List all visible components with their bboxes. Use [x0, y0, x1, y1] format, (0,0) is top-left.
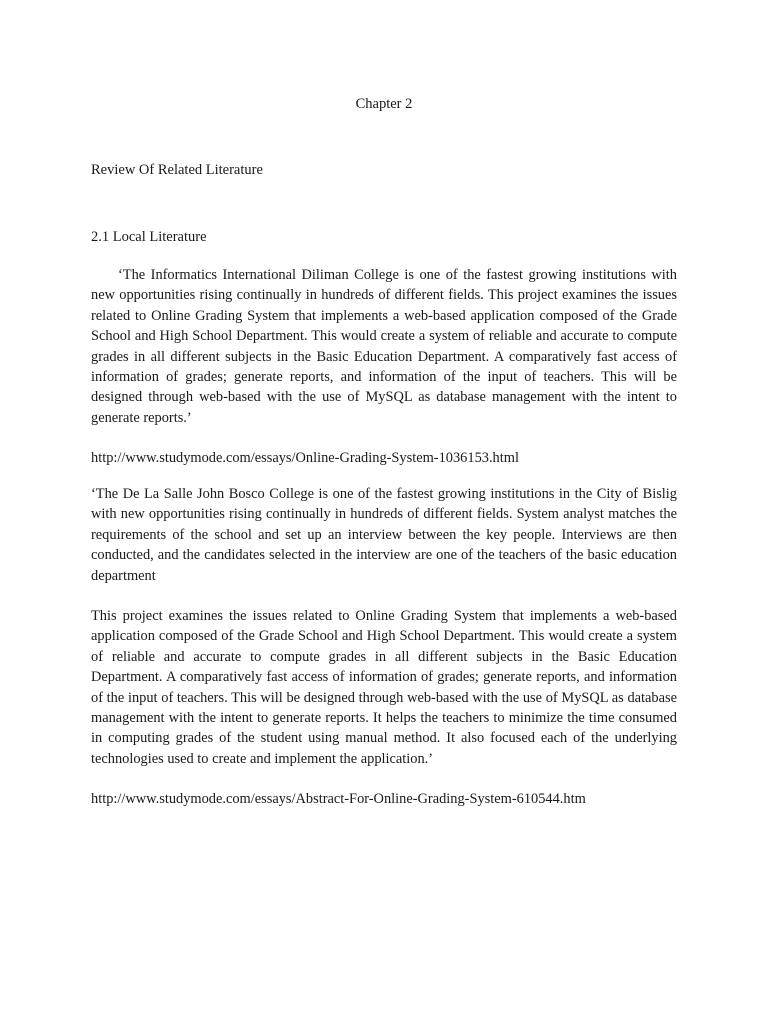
section-heading: 2.1 Local Literature — [91, 229, 207, 245]
reference-url: http://www.studymode.com/essays/Online-Grading-System-1036153.html — [91, 450, 519, 466]
chapter-heading: Chapter 2 — [355, 96, 413, 112]
paragraph-project: This project examines the issues related to Online Grading System that implements a web-based application composed of the Grade School and High School Department. This would create a system of reliable and accurate to compute grades in all different subjects in the Basic Education Department. A comparatively fast access of information of grades; generate reports, and information of the input of teachers. This will be designed through web-based with the use of MySQL as database management with the intent to generate reports. It helps the teachers to minimize the time consumed in computing grades of the student using manual method. It also focused each of the underlying technologies used to create and implement the application.’ — [91, 608, 677, 767]
paragraph-informatics: ‘The Informatics International Diliman College is one of the fastest growing institutions with new opportunities rising continually in hundreds of different fields. This project examines the issues related to Online Grading System that implements a web-based application composed of the Grade School and High School Department. This would create a system of reliable and accurate to compute grades in all different subjects in the Basic Education Department. A comparatively fast access of information of grades; generate reports, and information of the input of teachers. This will be designed through web-based with the use of MySQL as database management with the intent to generate reports.’ — [91, 267, 677, 426]
paragraph-de-la-salle: ‘The De La Salle John Bosco College is one of the fastest growing institutions in the City of Bislig with new opportunities rising continually in hundreds of different fields. System analyst matches the requirements of the school and set up an interview between the key people. Interviews are then conducted, and the candidates selected in the interview are one of the teachers of the basic education department — [91, 486, 677, 584]
reference-url: http://www.studymode.com/essays/Abstract-For-Online-Grading-System-610544.htm — [91, 791, 586, 807]
chapter-title: Review Of Related Literature — [91, 162, 263, 178]
